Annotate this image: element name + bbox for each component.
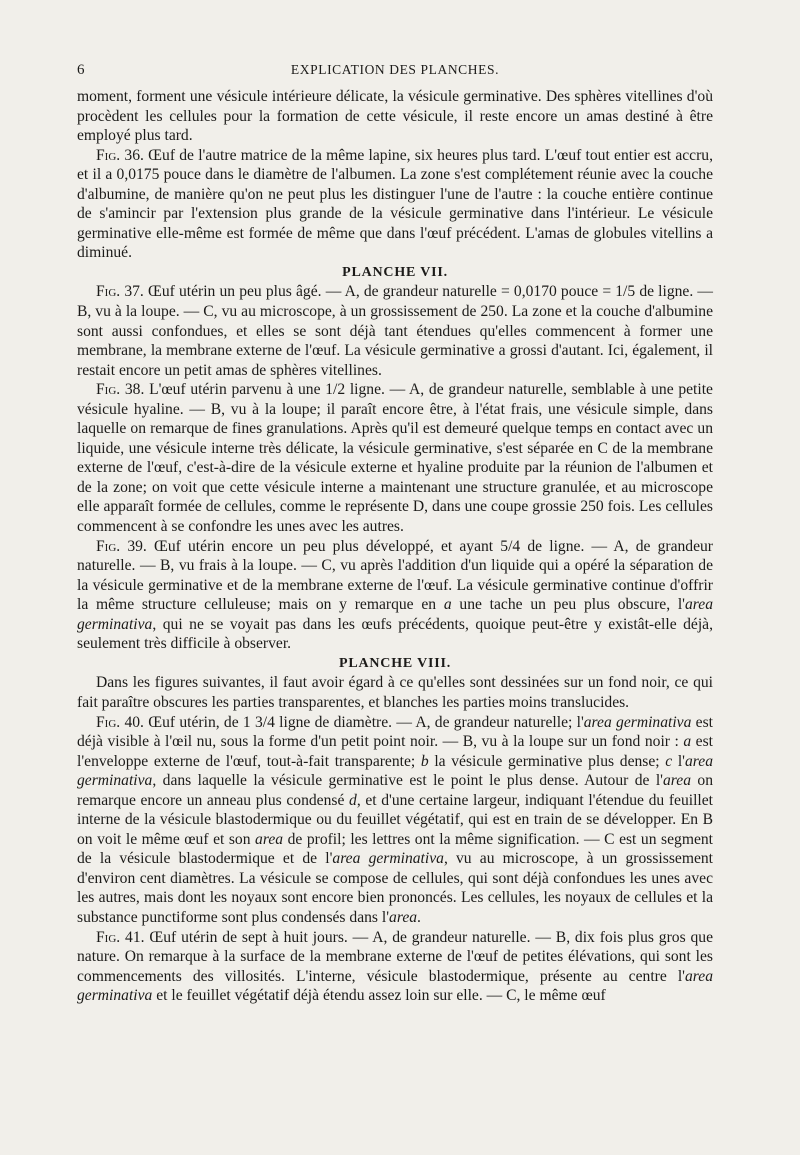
figure-39-area-term: area germinativa xyxy=(77,596,714,633)
figure-36-label: Fig. 36. xyxy=(96,146,144,164)
figure-40-text: est déjà visible à l'œil nu, sous la forme d'un petit point noir. — B, vu à la loupe sur un fond noir : xyxy=(77,713,713,751)
figure-39-text: Œuf utérin encore un peu plus développé, et ayant 5/4 de ligne. — A, de grandeur naturelle. — B, vu frais à la loupe. — C, vu après l'addition d'un liquide qui a opéré la séparation de la vésicule germinative et de la membrane externe de l'œuf. La vésicule germinative continue d'offrir la même structure celluleuse; mais on y remarque en xyxy=(77,537,713,614)
figure-36-paragraph xyxy=(77,146,713,263)
figure-39-label: Fig. 39. xyxy=(96,537,147,555)
figure-40-italic: area germinativa xyxy=(77,752,713,790)
figure-39-letter-a: a xyxy=(443,596,452,614)
figure-37-text: Œuf utérin un peu plus âgé. — A, de grandeur naturelle = 0,0170 pouce = 1/5 de ligne. — B, vu à la loupe. — C, vu au microscope, à un grossissement de 250. La zone et la couche d'albumine sont aussi confondues, et elles se sont déjà tant étendues qu'elles commencent à former une membrane, la membrane externe de l'œuf. La vésicule germinative a grossi d'autant. Ici, également, il restait encore un petit amas de sphères vitellines. xyxy=(77,283,713,379)
figure-40-text: la vésicule germinative plus dense; xyxy=(428,752,666,770)
figure-40-paragraph xyxy=(77,713,713,928)
intro-text: moment, forment une vésicule intérieure délicate, la vésicule germinative. Des sphères vitellines d'où procèdent les cellules pour la formation de cette vésicule, il reste encore un amas destiné à être employé plus tard. xyxy=(77,88,713,145)
plate-8-intro: Dans les figures suivantes, il faut avoir égard à ce qu'elles sont dessinées sur un fond noir, ce qui fait paraître obscures les parties transparentes, et blanches les parties moins translucides. xyxy=(77,674,713,711)
figure-37-label: Fig. 37. xyxy=(96,283,144,301)
figure-40-text: , vu au microscope, à un grossissement d'environ cent diamètres. La vésicule se compose de cellules, qui sont déjà confondues les unes avec les autres, mais dont les noyaux sont encore bien prononcés. Les cellules, les noyaux de cellules et la substance punctiforme sont plus condensés dans l' xyxy=(77,850,713,926)
figure-38-paragraph xyxy=(77,380,713,536)
figure-37-paragraph xyxy=(77,282,713,380)
figure-40-text: , dans laquelle la vésicule germinative est le point le plus dense. Autour de l' xyxy=(152,772,663,790)
figure-40-text: de profil; les lettres ont la même signification. — C est un segment de la vésicule blastodermique et de l' xyxy=(77,830,713,868)
figure-41-label: Fig. 41. xyxy=(96,928,145,946)
figure-40-text: l' xyxy=(672,752,685,770)
figure-39-text-2: une tache un peu plus obscure, l' xyxy=(451,596,685,614)
figure-40-italic: b xyxy=(420,752,429,770)
figure-40-text: on remarque encore un anneau plus condensé xyxy=(77,772,713,809)
figure-40-text: , et d'une certaine largeur, indiquant l'étendue du feuillet interne de la vésicule blastodermique ou du feuillet végétatif, qui est en train de se développer. En B on voit le même œuf et son xyxy=(77,791,713,848)
figure-40-italic: area germinativa xyxy=(332,850,444,868)
figure-41-text: Œuf utérin de sept à huit jours. — A, de grandeur naturelle. — B, dix fois plus gros que nature. On remarque à la surface de la membrane externe de l'œuf de petites élévations, qui sont les commencements des villosités. L'interne, vésicule blastodermique, présente au centre l' xyxy=(77,928,713,985)
figure-40-text: est l'enveloppe externe de l'œuf, tout-à-fait transparente; xyxy=(77,733,713,770)
figure-41-paragraph xyxy=(77,928,713,1006)
figure-39-paragraph xyxy=(77,537,713,654)
figure-40-text: . xyxy=(417,908,421,926)
figure-40-italic: area germinativa xyxy=(583,713,692,731)
running-head xyxy=(77,62,713,82)
page-number: 6 xyxy=(77,62,85,78)
intro-paragraph xyxy=(77,87,713,146)
figure-38-label: Fig. 38. xyxy=(96,381,145,399)
figure-38-text: L'œuf utérin parvenu à une 1/2 ligne. — A, de grandeur naturelle, semblable à une petite vésicule hyaline. — B, vu à la loupe; il paraît encore être, à l'état frais, une vésicule simple, dans laquelle on remarque de fines granulations. Après qu'il est demeuré quelque temps en contact avec un liquide, une vésicule interne très délicate, la vésicule germinative, s'est séparée en C de la membrane externe de l'œuf, c'est-à-dire de la vésicule externe et hyaline produite par la réunion de l'albumen et de la zone; on voit que cette vésicule interne a maintenant une structure granulée, et au microscope elle apparaît formée de cellules, comme le représente D, dans une coupe grossie 250 fois. Les cellules commencent à se confondre les unes avec les autres. xyxy=(77,381,713,536)
body-text xyxy=(77,87,713,1006)
figure-40-text: Œuf utérin, de 1 3/4 ligne de diamètre. — A, de grandeur naturelle; l' xyxy=(148,713,584,731)
figure-40-label: Fig. 40. xyxy=(96,713,144,731)
plate-8-heading: PLANCHE VIII. xyxy=(338,655,452,671)
plate-7-heading: PLANCHE VII. xyxy=(342,264,448,280)
figure-40-italic: a xyxy=(683,733,692,751)
figure-40-italic: area xyxy=(255,830,284,848)
figure-40-italic: c xyxy=(665,752,673,770)
running-title: EXPLICATION DES PLANCHES. xyxy=(290,62,500,77)
figure-40-italic: area xyxy=(389,908,418,926)
figure-36-text: Œuf de l'autre matrice de la même lapine, six heures plus tard. L'œuf tout entier est accru, et il a 0,0175 pouce dans le diamètre de l'albumen. La zone s'est complétement réunie avec la couche d'albumine, de manière qu'on ne peut plus les distinguer l'une de l'autre : la couche entière continue de s'amincir par l'extension plus grande de la vésicule germinative dans l'intérieur. Le vésicule germinative elle-même est formée de même que dans l'œuf précédent. L'amas de globules vitellins a diminué. xyxy=(77,146,713,262)
figure-41-text: et le feuillet végétatif déjà étendu assez loin sur elle. — C, le même œuf xyxy=(152,987,606,1005)
figure-40-italic: d xyxy=(349,791,357,809)
figure-41-italic: area germinativa xyxy=(77,967,713,1005)
figure-39-text-3: , qui ne se voyait pas dans les œufs précédents, quoique peut-être y existât-elle déjà, seulement très difficile à observer. xyxy=(77,615,713,653)
figure-40-italic: area xyxy=(662,772,691,790)
